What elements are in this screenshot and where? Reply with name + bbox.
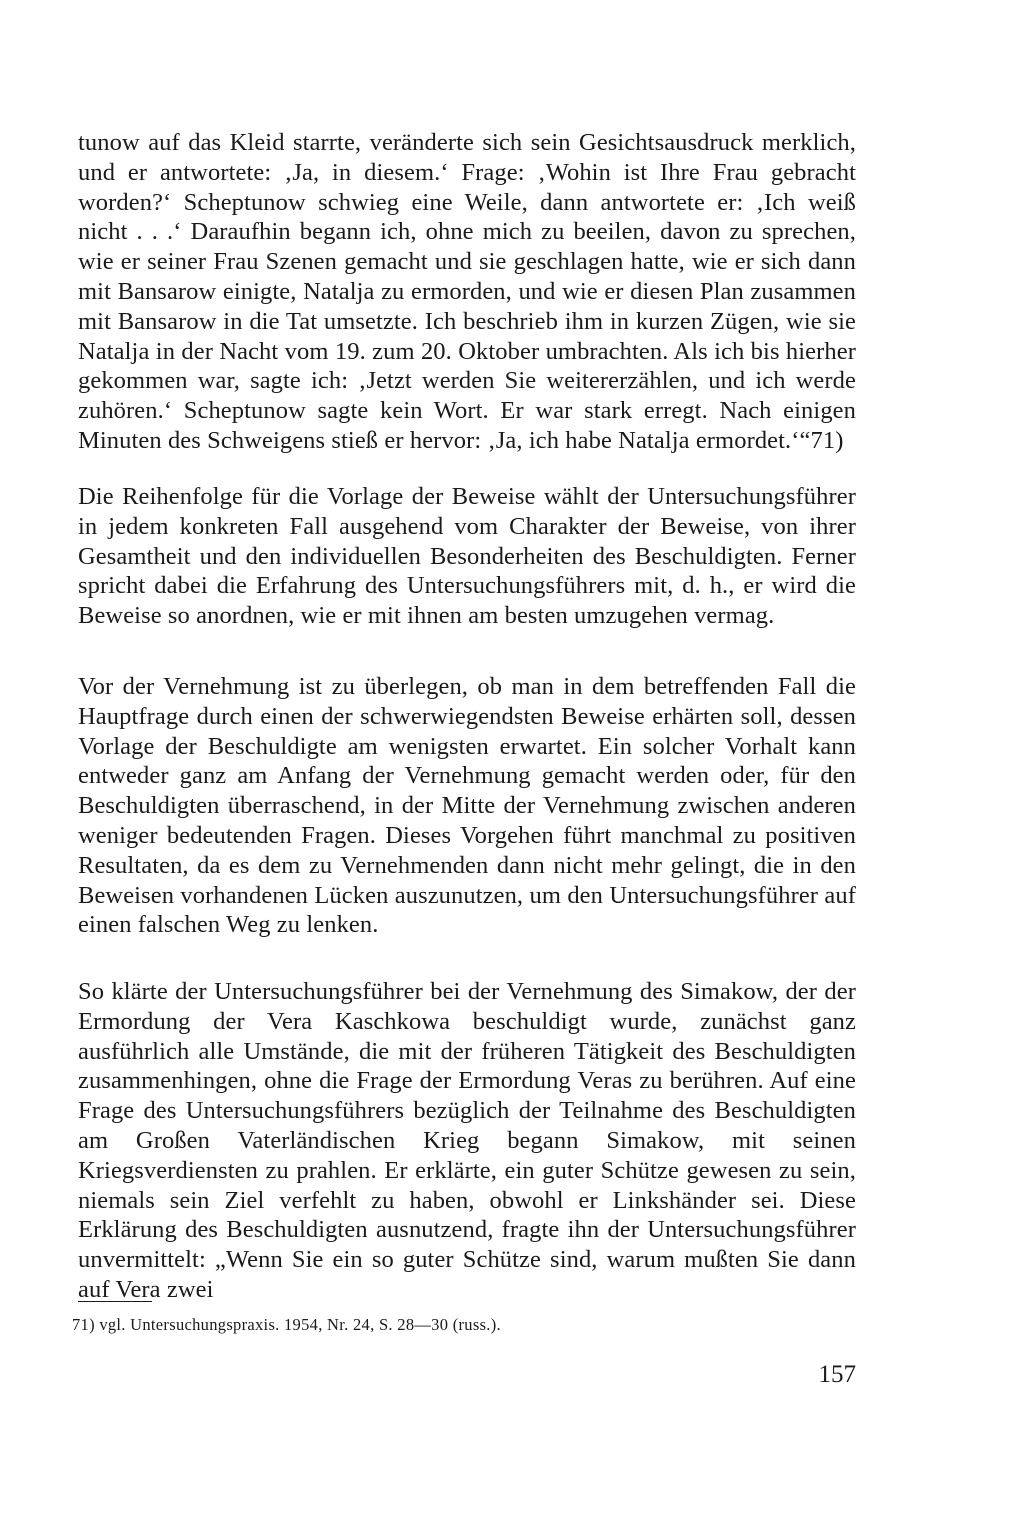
body-paragraph-3: Vor der Vernehmung ist zu überlegen, ob man in dem betreffenden Fall die Hauptfrage durch einen der schwerwiegendsten Beweise erhärten soll, dessen Vorlage der Beschuldigte am wenigsten erwartet. Ein solcher Vorhalt kann entweder ganz am Anfang der Vernehmung gemacht werden oder, für den Beschuldigten überraschend, in der Mitte der Vernehmung zwischen anderen weniger bedeutenden Fragen. Dieses Vorgehen führt manchmal zu positiven Resultaten, da es dem zu Vernehmenden dann nicht mehr gelingt, die in den Beweisen vorhandenen Lücken auszunutzen, um den Untersuchungsführer auf einen falschen Weg zu lenken. (78, 673, 856, 939)
footnote: 71) vgl. Untersuchungspraxis. 1954, Nr. 24, S. 28—30 (russ.). (72, 1315, 501, 1334)
footnote-divider (78, 1301, 152, 1302)
body-paragraph-2: Die Reihenfolge für die Vorlage der Beweise wählt der Untersuchungsführer in jedem konkreten Fall ausgehend vom Charakter der Beweise, von ihrer Gesamtheit und den individuellen Besonderheiten des Beschuldigten. Ferner spricht dabei die Erfahrung des Untersuchungsführers mit, d. h., er wird die Beweise so anordnen, wie er mit ihnen am besten umzugehen vermag. (78, 483, 856, 630)
body-paragraph-1: tunow auf das Kleid starrte, veränderte sich sein Gesichtsausdruck merklich, und er antwortete: ‚Ja, in diesem.‘ Frage: ‚Wohin ist Ihre Frau gebracht worden?‘ Scheptunow schwieg eine Weile, dann antwortete er: ‚Ich weiß nicht . . .‘ Daraufhin begann ich, ohne mich zu beeilen, davon zu sprechen, wie er seiner Frau Szenen gemacht und sie geschlagen hatte, wie er sich dann mit Bansarow einigte, Natalja zu ermorden, und wie er diesen Plan zusammen mit Bansarow in die Tat umsetzte. Ich beschrieb ihm in kurzen Zügen, wie sie Natalja in der Nacht vom 19. zum 20. Oktober umbrachten. Als ich bis hierher gekommen war, sagte ich: ‚Jetzt werden Sie weitererzählen, und ich werde zuhören.‘ Scheptunow sagte kein Wort. Er war stark erregt. Nach einigen Minuten des Schweigens stieß er hervor: ‚Ja, ich habe Natalja ermordet.‘“71) (78, 129, 856, 454)
body-paragraph-4: So klärte der Untersuchungsführer bei der Vernehmung des Simakow, der der Ermordung der Vera Kaschkowa beschuldigt wurde, zunächst ganz ausführlich alle Umstände, die mit der früheren Tätigkeit des Beschuldigten zusammenhingen, ohne die Frage der Ermordung Veras zu berühren. Auf eine Frage des Untersuchungsführers bezüglich der Teilnahme des Beschuldigten am Großen Vaterländischen Krieg begann Simakow, mit seinen Kriegsverdiensten zu prahlen. Er erklärte, ein guter Schütze gewesen zu sein, niemals sein Ziel verfehlt zu haben, obwohl er Linkshänder sei. Diese Erklärung des Beschuldigten ausnutzend, fragte ihn der Untersuchungsführer unvermittelt: „Wenn Sie ein so guter Schütze sind, warum mußten Sie dann auf Vera zwei (78, 978, 856, 1303)
page-number: 157 (818, 1361, 856, 1388)
